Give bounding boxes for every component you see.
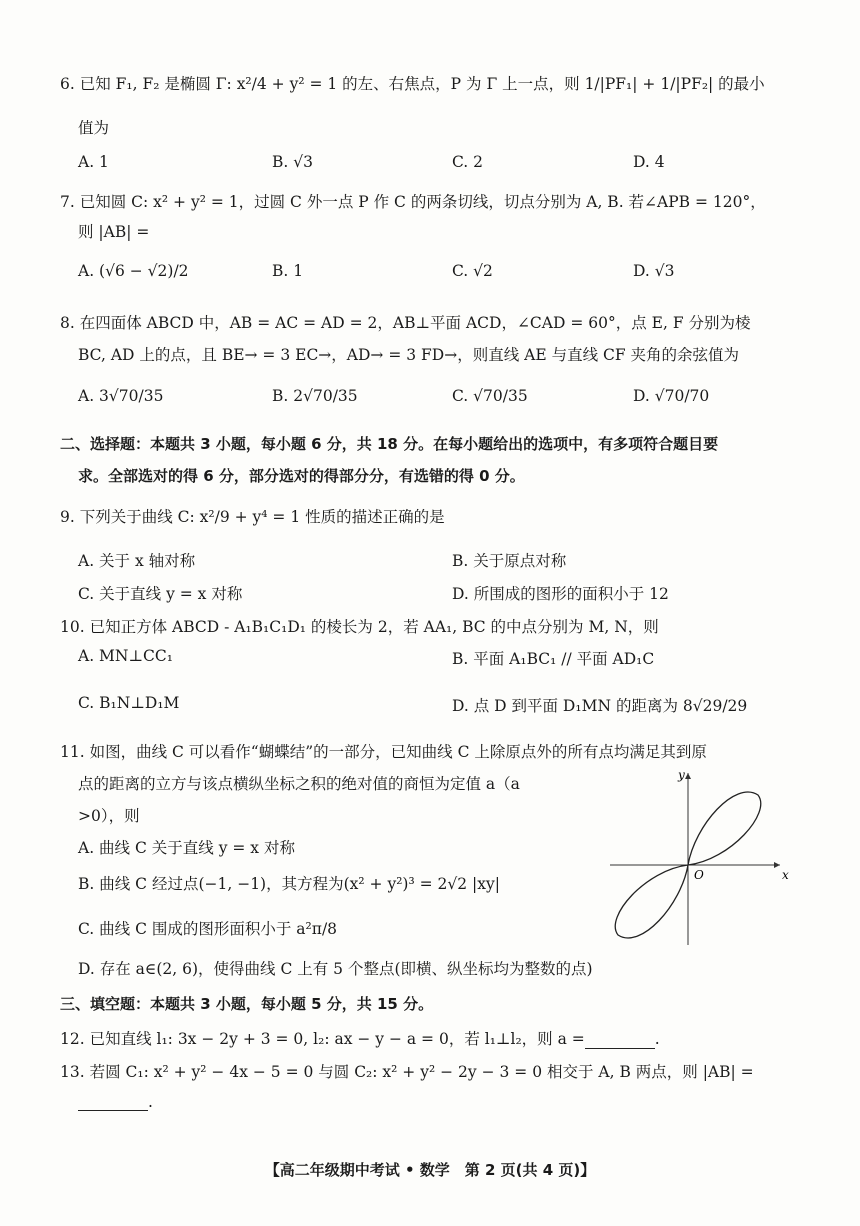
section2-heading-cont: 求。全部选对的得 6 分，部分选对的得部分分，有选错的得 0 分。	[78, 467, 525, 485]
q6-stem: 6. 已知 F₁, F₂ 是椭圆 Γ: x²/4 + y² = 1 的左、右焦点，P 为 Γ 上一点，则 1/|PF₁| + 1/|PF₂| 的最小	[60, 75, 765, 93]
curve-upper-loop	[688, 792, 761, 865]
q7-option-d: D. √3	[633, 262, 675, 280]
q7-option-b: B. 1	[272, 262, 304, 280]
q10-option-d: D. 点 D 到平面 D₁MN 的距离为 8√29/29	[452, 697, 748, 715]
q13-stem: 13. 若圆 C₁: x² + y² − 4x − 5 = 0 与圆 C₂: x² + y² − 2y − 3 = 0 相交于 A, B 两点，则 |AB| =	[60, 1063, 754, 1081]
q6-option-d: D. 4	[633, 153, 665, 171]
q7-stem: 7. 已知圆 C: x² + y² = 1，过圆 C 外一点 P 作 C 的两条切线，切点分别为 A, B. 若∠APB = 120°，	[60, 193, 766, 211]
q7-option-c: C. √2	[452, 262, 493, 280]
q9-option-c: C. 关于直线 y = x 对称	[78, 585, 243, 603]
q11-option-b: B. 曲线 C 经过点(−1, −1)，其方程为(x² + y²)³ = 2√2 |xy|	[78, 875, 500, 893]
q11-option-a: A. 曲线 C 关于直线 y = x 对称	[78, 839, 295, 857]
curve-lower-loop	[615, 865, 688, 938]
q9-option-d: D. 所围成的图形的面积小于 12	[452, 585, 669, 603]
butterfly-curve-figure	[600, 765, 800, 955]
q8-stem: 8. 在四面体 ABCD 中，AB = AC = AD = 2，AB⊥平面 ACD，∠CAD = 60°，点 E, F 分别为棱	[60, 314, 751, 332]
q10-option-b: B. 平面 A₁BC₁ // 平面 AD₁C	[452, 650, 655, 668]
q6-option-a: A. 1	[78, 153, 109, 171]
q9-stem: 9. 下列关于曲线 C: x²/9 + y⁴ = 1 性质的描述正确的是	[60, 508, 445, 526]
q12-stem	[60, 1027, 660, 1049]
q11-option-d: D. 存在 a∈(2, 6)，使得曲线 C 上有 5 个整点(即横、纵坐标均为整数的点)	[78, 960, 593, 978]
q6-option-b: B. √3	[272, 153, 313, 171]
q6-option-c: C. 2	[452, 153, 484, 171]
y-axis-label: y	[678, 768, 685, 782]
q9-option-b: B. 关于原点对称	[452, 552, 567, 570]
page-footer: 【高二年级期中考试 • 数学 第 2 页(共 4 页)】	[264, 1161, 596, 1179]
q11-option-c: C. 曲线 C 围成的图形面积小于 a²π/8	[78, 920, 338, 938]
q8-option-c: C. √70/35	[452, 387, 528, 405]
q8-option-a: A. 3√70/35	[78, 387, 164, 405]
q12-answer-blank[interactable]	[585, 1047, 655, 1049]
q13-answer-line	[78, 1093, 153, 1111]
y-axis-arrow-icon	[685, 773, 691, 779]
q7-stem-cont: 则 |AB| =	[78, 223, 150, 241]
q8-option-b: B. 2√70/35	[272, 387, 358, 405]
q10-option-c: C. B₁N⊥D₁M	[78, 694, 180, 712]
x-axis-arrow-icon	[774, 862, 780, 868]
q8-option-d: D. √70/70	[633, 387, 710, 405]
q10-stem: 10. 已知正方体 ABCD - A₁B₁C₁D₁ 的棱长为 2，若 AA₁, BC 的中点分别为 M, N，则	[60, 618, 659, 636]
q6-stem-cont: 值为	[78, 119, 110, 137]
q12-text: 12. 已知直线 l₁: 3x − 2y + 3 = 0, l₂: ax − y − a = 0，若 l₁⊥l₂，则 a =	[60, 1030, 585, 1048]
section3-heading: 三、填空题：本题共 3 小题，每小题 5 分，共 15 分。	[60, 995, 434, 1013]
q10-option-a: A. MN⊥CC₁	[78, 647, 173, 665]
q7-option-a: A. (√6 − √2)/2	[78, 262, 189, 280]
q13-answer-blank[interactable]	[78, 1109, 148, 1111]
q8-stem-cont: BC, AD 上的点，且 BE→ = 3 EC→，AD→ = 3 FD→，则直线 AE 与直线 CF 夹角的余弦值为	[78, 346, 740, 364]
origin-label: O	[694, 868, 704, 882]
q9-option-a: A. 关于 x 轴对称	[78, 552, 196, 570]
x-axis-label: x	[782, 868, 789, 882]
section2-heading: 二、选择题：本题共 3 小题，每小题 6 分，共 18 分。在每小题给出的选项中，有多项符合题目要	[60, 435, 719, 453]
q13-period: .	[148, 1093, 153, 1111]
q11-stem: 11. 如图，曲线 C 可以看作“蝴蝶结”的一部分，已知曲线 C 上除原点外的所有点均满足其到原	[60, 743, 707, 761]
q11-stem-cont2: >0），则	[78, 807, 140, 825]
q12-period: .	[654, 1030, 660, 1048]
q11-stem-cont: 点的距离的立方与该点横纵坐标之积的绝对值的商恒为定值 a（a	[78, 775, 520, 793]
